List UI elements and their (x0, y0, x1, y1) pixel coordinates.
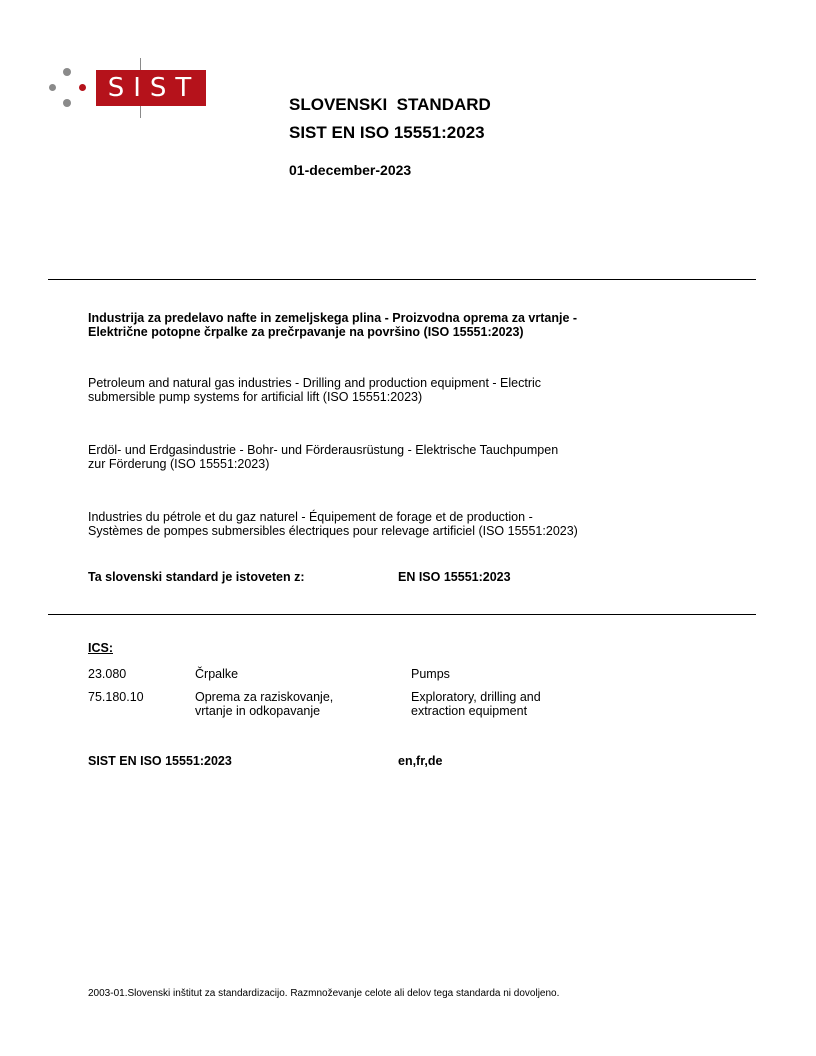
logo-dot-red (79, 84, 86, 91)
ics-desc-en (411, 690, 541, 718)
ics-desc-sl: Črpalke (195, 667, 239, 681)
bottom-standard-number: SIST EN ISO 15551:2023 (88, 754, 232, 768)
ics-desc-en-line: Exploratory, drilling and (411, 690, 541, 704)
ics-code: 75.180.10 (88, 690, 144, 704)
ics-desc-sl-line: vrtanje in odkopavanje (195, 704, 321, 718)
copyright-footer: 2003-01.Slovenski inštitut za standardizacijo. Razmnoževanje celote ali delov tega standarda ni dovoljeno. (88, 988, 560, 999)
identity-label: Ta slovenski standard je istoveten z: (88, 570, 305, 584)
logo-dot (49, 84, 56, 91)
title-de-line: Erdöl- und Erdgasindustrie - Bohr- und Förderausrüstung - Elektrische Tauchpumpen (88, 443, 559, 457)
ics-desc-sl (195, 690, 333, 718)
ics-desc-en-line: extraction equipment (411, 704, 528, 718)
logo-dot (63, 99, 71, 107)
title-fr-line: Systèmes de pompes submersibles électriques pour relevage artificiel (ISO 15551:2023) (88, 524, 578, 538)
standard-type: SLOVENSKI STANDARD (289, 95, 491, 114)
identity-value: EN ISO 15551:2023 (398, 570, 511, 584)
title-fr-line: Industries du pétrole et du gaz naturel - Équipement de forage et de production - (88, 510, 533, 524)
title-en-line: Petroleum and natural gas industries - Drilling and production equipment - Electric (88, 376, 542, 390)
ics-desc-sl-line: Oprema za raziskovanje, (195, 690, 334, 704)
title-en-line: submersible pump systems for artificial lift (ISO 15551:2023) (88, 390, 423, 404)
title-slovenian (88, 311, 738, 339)
title-german (88, 443, 738, 471)
ics-heading: ICS: (88, 641, 113, 655)
logo-wordmark: SIST (96, 70, 206, 106)
bottom-languages: en,fr,de (398, 754, 443, 768)
ics-code: 23.080 (88, 667, 127, 681)
title-sl-line: Industrija za predelavo nafte in zemeljskega plina - Proizvodna oprema za vrtanje - (88, 311, 578, 325)
ics-desc-en: Pumps (411, 667, 450, 681)
divider-top (48, 279, 756, 280)
title-sl-line: Električne potopne črpalke za prečrpavanje na površino (ISO 15551:2023) (88, 325, 524, 339)
logo-dot (63, 68, 71, 76)
title-de-line: zur Förderung (ISO 15551:2023) (88, 457, 270, 471)
title-french (88, 510, 738, 538)
publication-date: 01-december-2023 (289, 162, 412, 178)
divider-middle (48, 614, 756, 615)
standard-number: SIST EN ISO 15551:2023 (289, 123, 485, 142)
title-english (88, 376, 738, 404)
